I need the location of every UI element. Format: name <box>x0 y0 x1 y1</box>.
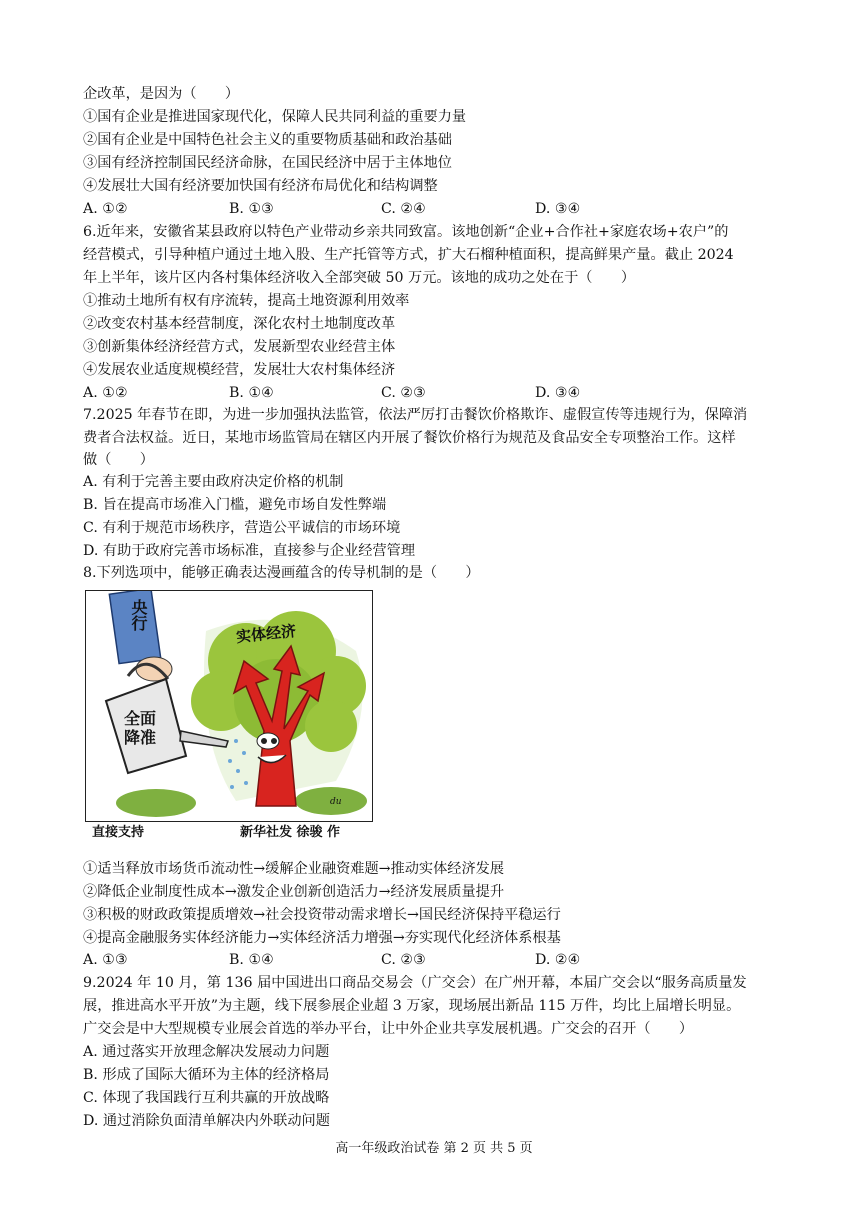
page-footer: 高一年级政治试卷 第 2 页 共 5 页 <box>335 1141 533 1156</box>
q5-stem: 企改革，是因为（ ） <box>83 86 240 102</box>
bush-left <box>116 789 196 817</box>
q6-option-d[interactable]: D. ③④ <box>535 385 581 401</box>
q5-option-d[interactable]: D. ③④ <box>535 201 581 217</box>
q7-choice-d[interactable]: D. 有助于政府完善市场标准，直接参与企业经营管理 <box>83 543 416 559</box>
q6-stem-line-3: 年上半年，该片区内各村集体经济收入全部突破 50 万元。该地的成功之处在于（ ） <box>83 270 636 286</box>
q7-choice-b[interactable]: B. 旨在提高市场准入门槛，避免市场自发性弊端 <box>83 497 387 513</box>
q6-options <box>83 383 643 403</box>
q6-stem-line-1: 6.近年来，安徽省某县政府以特色产业带动乡亲共同致富。该地创新“企业+合作社+家庭农场+农户”的 <box>83 224 729 240</box>
tree-label: 实体经济 <box>235 621 297 647</box>
q5-item-2: ②国有企业是中国特色社会主义的重要物质基础和政治基础 <box>83 132 452 148</box>
q5-item-1: ①国有企业是推进国家现代化，保障人民共同利益的重要力量 <box>83 109 467 125</box>
q5-item-4: ④发展壮大国有经济要加快国有经济布局优化和结构调整 <box>83 178 438 194</box>
q9-choice-a[interactable]: A. 通过落实开放理念解决发展动力问题 <box>83 1044 330 1060</box>
q9-choice-d[interactable]: D. 通过消除负面清单解决内外联动问题 <box>83 1113 330 1129</box>
q8-option-c[interactable]: C. ②③ <box>381 952 426 968</box>
q8-options <box>83 950 643 970</box>
q6-item-4: ④发展农业适度规模经营，发展壮大农村集体经济 <box>83 362 396 378</box>
q8-item-3: ③积极的财政政策提质增效→社会投资带动需求增长→国民经济保持平稳运行 <box>83 907 561 923</box>
q7-choice-a[interactable]: A. 有利于完善主要由政府决定价格的机制 <box>83 474 344 490</box>
q6-option-b[interactable]: B. ①④ <box>229 385 274 401</box>
q5-options <box>83 199 643 219</box>
q8-option-b[interactable]: B. ①④ <box>229 952 274 968</box>
artist-signature: du <box>330 797 342 807</box>
q9-choice-b[interactable]: B. 形成了国际大循环为主体的经济格局 <box>83 1067 330 1083</box>
q9-stem-line-2: 展，推进高水平开放”为主题，线下展参展企业超 3 万家，现场展出新品 115 万件，均比上届增长明显。 <box>83 998 741 1014</box>
q5-option-c[interactable]: C. ②④ <box>381 201 426 217</box>
q8-item-4: ④提高金融服务实体经济能力→实体经济活力增强→夯实现代化经济体系根基 <box>83 930 561 946</box>
q9-choice-c[interactable]: C. 体现了我国践行互利共赢的开放战略 <box>83 1090 330 1106</box>
q8-stem: 8.下列选项中，能够正确表达漫画蕴含的传导机制的是（ ） <box>83 565 480 581</box>
q5-option-a[interactable]: A. ①② <box>83 201 128 217</box>
q8-item-1: ①适当释放市场货币流动性→缓解企业融资难题→推动实体经济发展 <box>83 861 505 877</box>
q7-choice-c[interactable]: C. 有利于规范市场秩序，营造公平诚信的市场环境 <box>83 520 401 536</box>
can-label: 全面降准 <box>123 709 156 747</box>
q8-option-d[interactable]: D. ②④ <box>535 952 581 968</box>
q7-stem-line-2: 费者合法权益。近日，某地市场监管局在辖区内开展了餐饮价格行为规范及食品安全专项整治工作。这样 <box>83 430 736 446</box>
q8-item-2: ②降低企业制度性成本→激发企业创新创造活力→经济发展质量提升 <box>83 884 505 900</box>
q9-stem-line-3: 广交会是中大型规模专业展会首选的举办平台，让中外企业共享发展机遇。广交会的召开（ ） <box>83 1021 694 1037</box>
q6-item-1: ①推动土地所有权有序流转，提高土地资源利用效率 <box>83 293 410 309</box>
cartoon-caption-title: 直接支持 <box>92 825 145 840</box>
q8-option-a[interactable]: A. ①③ <box>83 952 128 968</box>
q8-cartoon <box>85 590 373 822</box>
q5-item-3: ③国有经济控制国民经济命脉，在国民经济中居于主体地位 <box>83 155 452 171</box>
q7-stem-line-3: 做（ ） <box>83 452 154 468</box>
q6-option-c[interactable]: C. ②③ <box>381 385 426 401</box>
q6-stem-line-2: 经营模式，引导种植户通过土地入股、生产托管等方式，扩大石榴种植面积，提高鲜果产量。截止 2024 <box>83 247 734 263</box>
q6-option-a[interactable]: A. ①② <box>83 385 128 401</box>
cartoon-caption-credit: 新华社发 徐骏 作 <box>240 825 341 840</box>
q9-stem-line-1: 9.2024 年 10 月，第 136 届中国进出口商品交易会（广交会）在广州开幕，本届广交会以“服务高质量发 <box>83 975 747 991</box>
q6-item-3: ③创新集体经济经营方式，发展新型农业经营主体 <box>83 339 396 355</box>
sleeve-label: 央行 <box>129 599 148 631</box>
q5-option-b[interactable]: B. ①③ <box>229 201 274 217</box>
q6-item-2: ②改变农村基本经营制度，深化农村土地制度改革 <box>83 316 396 332</box>
q7-stem-line-1: 7.2025 年春节在即，为进一步加强执法监管，依法严厉打击餐饮价格欺诈、虚假宣传等违规行为，保障消 <box>83 407 748 423</box>
